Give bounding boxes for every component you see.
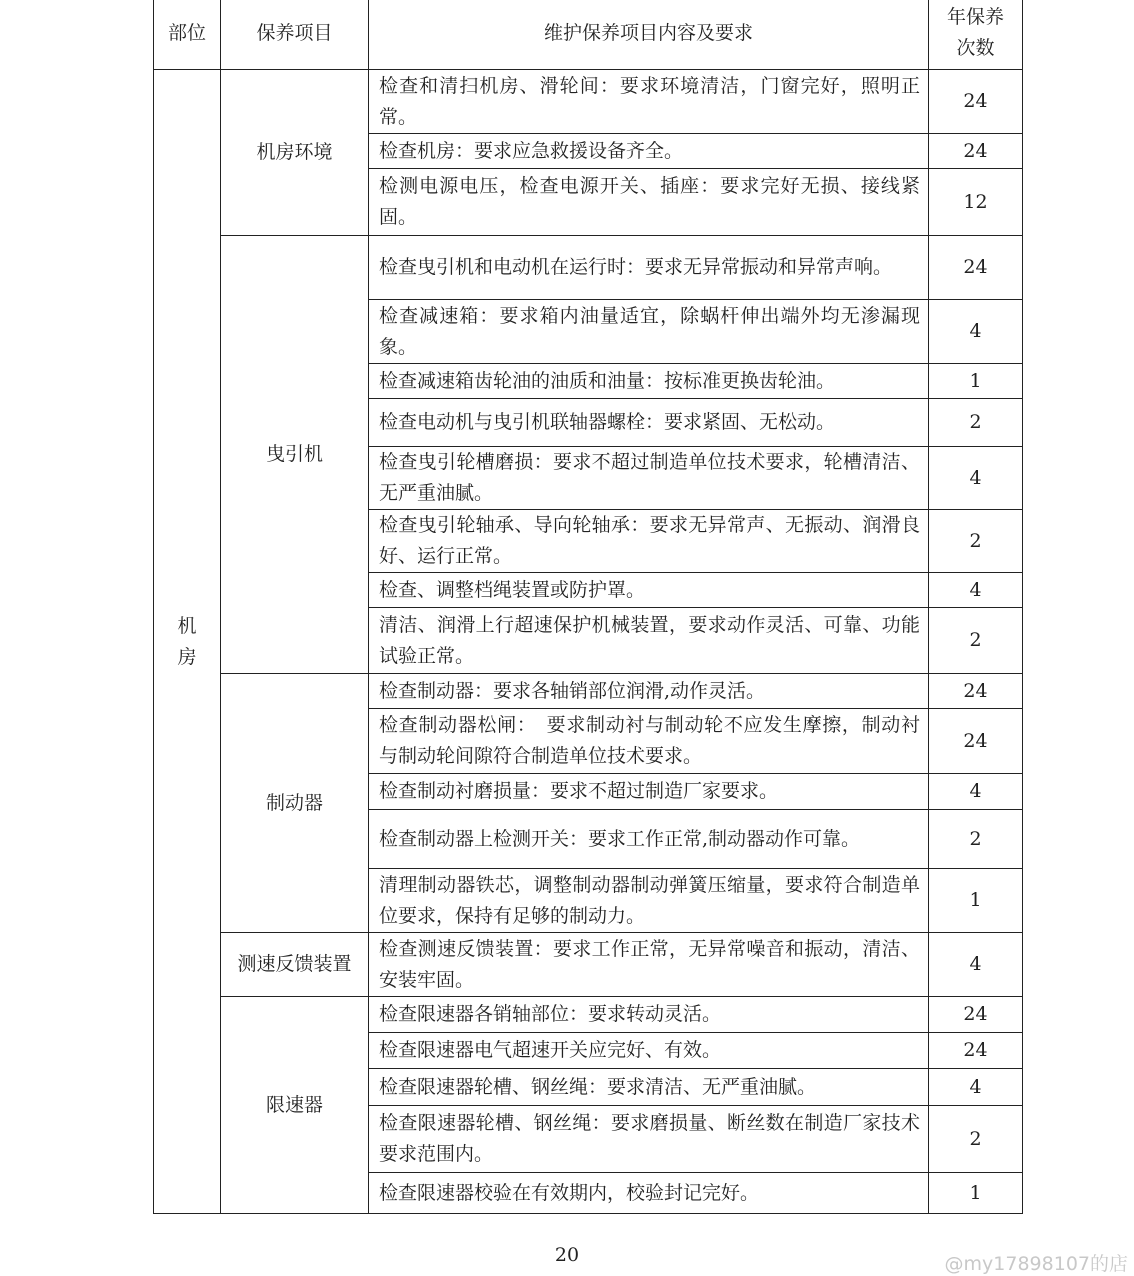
requirement-text: 检查曳引轮轴承、导向轮轴承：要求无异常声、无振动、润滑良好、运行正常。 [369,510,929,573]
group-name: 制动器 [221,674,369,933]
annual-count: 2 [929,510,1023,573]
table-row [154,997,1023,1033]
requirement-text: 清洁、润滑上行超速保护机械装置，要求动作灵活、可靠、功能试验正常。 [369,608,929,674]
header-count-line2: 次数 [956,37,995,59]
watermark: @my17898107的店 [944,1253,1128,1275]
annual-count: 4 [929,447,1023,510]
header-count-line1: 年保养 [946,6,1004,28]
group-name: 曳引机 [221,236,369,674]
annual-count: 1 [929,869,1023,933]
annual-count: 12 [929,169,1023,236]
annual-count: 1 [929,1173,1023,1214]
header-item: 保养项目 [221,0,369,70]
annual-count: 24 [929,134,1023,169]
table-row [154,674,1023,709]
header-row [154,0,1023,70]
requirement-text: 检查曳引轮槽磨损：要求不超过制造单位技术要求，轮槽清洁、无严重油腻。 [369,447,929,510]
part-label-line1: 机 [177,614,197,637]
annual-count: 24 [929,997,1023,1033]
header-content: 维护保养项目内容及要求 [369,0,929,70]
requirement-text: 检查减速箱齿轮油的油质和油量：按标准更换齿轮油。 [369,364,929,399]
requirement-text: 检查制动器松闸： 要求制动衬与制动轮不应发生摩擦，制动衬与制动轮间隙符合制造单位技术要求。 [369,709,929,774]
requirement-text: 检查和清扫机房、滑轮间：要求环境清洁，门窗完好，照明正常。 [369,70,929,134]
page-number: 20 [554,1244,580,1266]
requirement-text: 检测电源电压，检查电源开关、插座：要求完好无损、接线紧固。 [369,169,929,236]
annual-count: 4 [929,774,1023,810]
requirement-text: 检查、调整档绳装置或防护罩。 [369,573,929,608]
table-row [154,70,1023,134]
requirement-text: 检查限速器各销轴部位：要求转动灵活。 [369,997,929,1033]
annual-count: 2 [929,399,1023,447]
requirement-text: 检查机房：要求应急救援设备齐全。 [369,134,929,169]
header-count [929,0,1023,70]
requirement-text: 检查电动机与曳引机联轴器螺栓：要求紧固、无松动。 [369,399,929,447]
requirement-text: 检查减速箱：要求箱内油量适宜，除蜗杆伸出端外均无渗漏现象。 [369,300,929,364]
annual-count: 24 [929,674,1023,709]
annual-count: 4 [929,1069,1023,1106]
requirement-text: 检查限速器校验在有效期内，校验封记完好。 [369,1173,929,1214]
requirement-text: 检查曳引机和电动机在运行时：要求无异常振动和异常声响。 [369,236,929,300]
table-row [154,933,1023,997]
annual-count: 24 [929,1033,1023,1069]
part-label-line2: 房 [177,645,197,668]
annual-count: 24 [929,236,1023,300]
table-row [154,236,1023,300]
requirement-text: 检查制动器上检测开关：要求工作正常,制动器动作可靠。 [369,810,929,869]
annual-count: 24 [929,70,1023,134]
header-part: 部位 [154,0,221,70]
requirement-text: 检查制动器：要求各轴销部位润滑,动作灵活。 [369,674,929,709]
group-name: 限速器 [221,997,369,1214]
annual-count: 2 [929,810,1023,869]
group-name: 机房环境 [221,70,369,236]
maintenance-table [153,0,1023,1214]
annual-count: 4 [929,933,1023,997]
requirement-text: 检查限速器轮槽、钢丝绳：要求清洁、无严重油腻。 [369,1069,929,1106]
part-cell [154,70,221,1214]
annual-count: 24 [929,709,1023,774]
requirement-text: 检查限速器轮槽、钢丝绳：要求磨损量、断丝数在制造厂家技术要求范围内。 [369,1106,929,1173]
requirement-text: 检查限速器电气超速开关应完好、有效。 [369,1033,929,1069]
requirement-text: 清理制动器铁芯，调整制动器制动弹簧压缩量，要求符合制造单位要求，保持有足够的制动力。 [369,869,929,933]
annual-count: 4 [929,573,1023,608]
annual-count: 2 [929,608,1023,674]
group-name: 测速反馈装置 [221,933,369,997]
annual-count: 1 [929,364,1023,399]
annual-count: 2 [929,1106,1023,1173]
requirement-text: 检查制动衬磨损量：要求不超过制造厂家要求。 [369,774,929,810]
requirement-text: 检查测速反馈装置：要求工作正常，无异常噪音和振动，清洁、安装牢固。 [369,933,929,997]
annual-count: 4 [929,300,1023,364]
